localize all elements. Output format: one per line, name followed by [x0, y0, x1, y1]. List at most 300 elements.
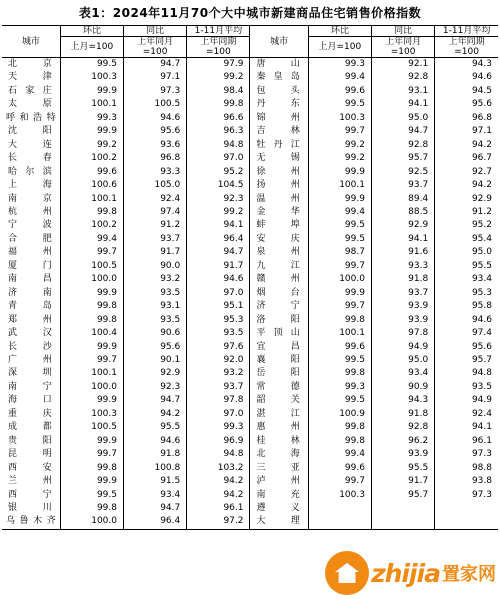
- avg-value-cell: 95.8: [471, 301, 492, 312]
- city-name-cell: 平顶山: [250, 327, 308, 340]
- mom-value-cell: 100.3: [308, 489, 371, 502]
- yoy-value-cell: 95.5: [123, 421, 186, 434]
- avg-value-cell: 91.7: [187, 260, 250, 273]
- avg-value-cell: 94.6: [471, 314, 492, 325]
- yoy-value-cell: 94.6: [123, 112, 186, 125]
- mom-value-cell: 100.6: [60, 179, 123, 192]
- mom-value-cell: 99.5: [308, 98, 371, 111]
- yoy-value-cell: 92.9: [371, 219, 434, 232]
- yoy-value-cell: 95.0: [371, 354, 434, 367]
- mom-value-cell: 99.8: [60, 314, 123, 327]
- mom-value-cell: 100.1: [60, 98, 123, 111]
- mom-subheader: 上月=100: [60, 37, 123, 58]
- city-name-cell: 成 都: [2, 421, 60, 434]
- avg-value-cell: 97.6: [187, 341, 250, 354]
- avg-header: 1-11月平均: [435, 26, 498, 37]
- table-row: [2, 260, 498, 273]
- table-row: [2, 381, 498, 394]
- mom-value-cell: 99.5: [308, 394, 371, 407]
- yoy-value-cell: 93.3: [371, 260, 434, 273]
- avg-value-cell: 96.4: [187, 233, 250, 246]
- table-row: [2, 193, 498, 206]
- avg-value-cell: 94.1: [187, 219, 250, 232]
- city-name-cell: 杭 州: [2, 206, 60, 219]
- table-row: [2, 314, 498, 327]
- mom-value-cell: [308, 515, 371, 529]
- table-row: [2, 58, 498, 72]
- city-name-cell: 深 圳: [2, 367, 60, 380]
- city-name-cell: 扬 州: [250, 179, 308, 192]
- avg-value-cell: 97.8: [187, 394, 250, 407]
- mom-value-cell: 99.5: [308, 233, 371, 246]
- city-name-cell: 唐 山: [250, 58, 308, 72]
- watermark-logo: [325, 551, 496, 595]
- price-index-table: [2, 25, 498, 530]
- yoy-value-cell: 91.7: [123, 246, 186, 259]
- yoy-value-cell: 92.9: [123, 367, 186, 380]
- city-name-cell: 惠 州: [250, 421, 308, 434]
- mom-value-cell: 100.1: [60, 367, 123, 380]
- mom-value-cell: 99.2: [60, 139, 123, 152]
- yoy-value-cell: 92.8: [371, 71, 434, 84]
- watermark-brand: zhijia: [371, 558, 440, 588]
- mom-value-cell: 99.7: [60, 448, 123, 461]
- avg-value-cell: 94.5: [471, 85, 492, 96]
- avg-value-cell: 93.8: [471, 476, 492, 487]
- table-row: [2, 408, 498, 421]
- city-name-cell: 韶 关: [250, 394, 308, 407]
- city-name-cell: 太 原: [2, 98, 60, 111]
- mom-value-cell: 100.2: [60, 219, 123, 232]
- mom-value-cell: 99.9: [308, 166, 371, 179]
- avg-value-cell: 94.2: [187, 475, 250, 488]
- yoy-value-cell: 94.2: [123, 408, 186, 421]
- avg-value-cell: [435, 502, 498, 515]
- mom-value-cell: 99.7: [60, 354, 123, 367]
- mom-value-cell: 99.7: [308, 125, 371, 138]
- avg-value-cell: 97.3: [471, 449, 492, 460]
- yoy-header: 同比: [371, 26, 434, 37]
- table-row: [2, 219, 498, 232]
- mom-value-cell: 99.4: [308, 71, 371, 84]
- yoy-value-cell: 93.9: [371, 300, 434, 313]
- city-name-cell: 吉 林: [250, 125, 308, 138]
- table-title: 表1：2024年11月70个大中城市新建商品住宅销售价格指数: [78, 6, 422, 20]
- avg-value-cell: 97.0: [187, 408, 250, 421]
- mom-value-cell: 99.7: [308, 475, 371, 488]
- avg-value-cell: 94.2: [187, 489, 250, 502]
- yoy-value-cell: 93.7: [371, 287, 434, 300]
- table-row: [2, 394, 498, 407]
- table-row: [2, 515, 498, 529]
- avg-value-cell: 97.0: [187, 287, 250, 300]
- table-row: [2, 475, 498, 488]
- city-name-cell: 兰 州: [2, 475, 60, 488]
- yoy-value-cell: 97.3: [123, 85, 186, 98]
- city-name-cell: 南 充: [250, 489, 308, 502]
- city-name-cell: 北 海: [250, 448, 308, 461]
- mom-value-cell: 99.9: [60, 85, 123, 98]
- city-name-cell: 泸 州: [250, 475, 308, 488]
- avg-value-cell: 94.8: [187, 448, 250, 461]
- yoy-value-cell: 91.6: [371, 246, 434, 259]
- city-name-cell: 九 江: [250, 260, 308, 273]
- avg-value-cell: 94.9: [471, 395, 492, 406]
- mom-value-cell: 100.1: [60, 193, 123, 206]
- table-row: [2, 448, 498, 461]
- avg-value-cell: 97.0: [187, 152, 250, 165]
- mom-value-cell: 99.3: [60, 112, 123, 125]
- mom-value-cell: 99.5: [60, 58, 123, 72]
- city-name-cell: 沈 阳: [2, 125, 60, 138]
- city-name-cell: 西 安: [2, 462, 60, 475]
- city-name-cell: 南 昌: [2, 273, 60, 286]
- yoy-header: 同比: [123, 26, 186, 37]
- table-row: [2, 502, 498, 515]
- mom-value-cell: 99.9: [60, 287, 123, 300]
- city-header: 城市: [2, 26, 60, 58]
- avg-value-cell: 96.6: [187, 112, 250, 125]
- yoy-value-cell: 93.5: [123, 287, 186, 300]
- avg-value-cell: 96.3: [187, 125, 250, 138]
- mom-value-cell: 100.3: [308, 112, 371, 125]
- yoy-value-cell: 97.4: [123, 206, 186, 219]
- mom-header: 环比: [60, 26, 123, 37]
- table-row: [2, 327, 498, 340]
- city-name-cell: 无 锡: [250, 152, 308, 165]
- mom-subheader: 上月=100: [308, 37, 371, 58]
- avg-value-cell: 95.6: [471, 99, 492, 110]
- yoy-value-cell: 91.5: [123, 475, 186, 488]
- avg-value-cell: 95.6: [471, 341, 492, 352]
- city-name-cell: 厦 门: [2, 260, 60, 273]
- mom-value-cell: 100.0: [60, 273, 123, 286]
- yoy-value-cell: 92.3: [123, 381, 186, 394]
- city-name-cell: 呼和浩特: [2, 112, 60, 125]
- avg-value-cell: 93.2: [187, 367, 250, 380]
- city-name-cell: 遵 义: [250, 502, 308, 515]
- city-name-cell: 赣 州: [250, 273, 308, 286]
- mom-value-cell: 100.0: [308, 273, 371, 286]
- avg-value-cell: 95.1: [187, 300, 250, 313]
- mom-value-cell: 99.8: [308, 435, 371, 448]
- city-name-cell: 徐 州: [250, 166, 308, 179]
- yoy-value-cell: 94.1: [371, 233, 434, 246]
- yoy-subheader: 上年同月=100: [123, 37, 186, 58]
- city-name-cell: 锦 州: [250, 112, 308, 125]
- avg-value-cell: 93.4: [471, 274, 492, 285]
- mom-value-cell: 99.8: [308, 367, 371, 380]
- yoy-value-cell: 94.7: [123, 394, 186, 407]
- mom-value-cell: 99.8: [308, 421, 371, 434]
- yoy-value-cell: 94.1: [371, 98, 434, 111]
- avg-value-cell: 94.6: [471, 72, 492, 83]
- city-name-cell: 湛 江: [250, 408, 308, 421]
- avg-value-cell: 99.3: [187, 421, 250, 434]
- yoy-value-cell: 94.9: [371, 341, 434, 354]
- avg-value-cell: 97.4: [471, 328, 492, 339]
- table-row: [2, 300, 498, 313]
- yoy-value-cell: 97.1: [123, 71, 186, 84]
- avg-value-cell: 98.4: [187, 85, 250, 98]
- yoy-value-cell: 100.8: [123, 462, 186, 475]
- yoy-value-cell: 88.5: [371, 206, 434, 219]
- yoy-value-cell: 90.1: [123, 354, 186, 367]
- city-name-cell: 福 州: [2, 246, 60, 259]
- avg-value-cell: 103.2: [187, 462, 250, 475]
- yoy-value-cell: 93.9: [371, 314, 434, 327]
- city-name-cell: 金 华: [250, 206, 308, 219]
- city-name-cell: 哈尔滨: [2, 166, 60, 179]
- city-name-cell: 南 宁: [2, 381, 60, 394]
- yoy-value-cell: 96.8: [123, 152, 186, 165]
- mom-value-cell: 99.9: [308, 193, 371, 206]
- mom-value-cell: 99.6: [60, 166, 123, 179]
- city-name-cell: 泉 州: [250, 246, 308, 259]
- city-name-cell: 海 口: [2, 394, 60, 407]
- yoy-value-cell: 89.4: [371, 193, 434, 206]
- mom-value-cell: 100.1: [308, 327, 371, 340]
- yoy-value-cell: 95.7: [371, 489, 434, 502]
- table-row: [2, 489, 498, 502]
- mom-value-cell: 99.8: [60, 206, 123, 219]
- yoy-value-cell: [371, 515, 434, 529]
- city-name-cell: 岳 阳: [250, 367, 308, 380]
- table-row: [2, 98, 498, 111]
- yoy-value-cell: 92.5: [371, 166, 434, 179]
- mom-value-cell: 99.3: [308, 381, 371, 394]
- yoy-value-cell: 93.3: [123, 166, 186, 179]
- table-row: [2, 246, 498, 259]
- mom-value-cell: [308, 502, 371, 515]
- city-name-cell: 青 岛: [2, 300, 60, 313]
- city-name-cell: 武 汉: [2, 327, 60, 340]
- table-row: [2, 71, 498, 84]
- table-row: [2, 206, 498, 219]
- city-name-cell: 丹 东: [250, 98, 308, 111]
- yoy-value-cell: 91.8: [123, 448, 186, 461]
- avg-value-cell: 96.9: [187, 435, 250, 448]
- mom-value-cell: 99.4: [308, 448, 371, 461]
- avg-value-cell: 92.0: [187, 354, 250, 367]
- table-row: [2, 166, 498, 179]
- city-name-cell: 济 宁: [250, 300, 308, 313]
- mom-value-cell: 99.6: [308, 85, 371, 98]
- avg-header: 1-11月平均: [187, 26, 250, 37]
- avg-value-cell: 96.1: [471, 435, 492, 446]
- yoy-value-cell: 93.4: [123, 489, 186, 502]
- city-name-cell: 常 德: [250, 381, 308, 394]
- yoy-value-cell: 90.0: [123, 260, 186, 273]
- avg-value-cell: 92.7: [471, 166, 492, 177]
- city-name-cell: 牡丹江: [250, 139, 308, 152]
- mom-value-cell: 99.7: [308, 300, 371, 313]
- avg-value-cell: 94.7: [187, 246, 250, 259]
- mom-value-cell: 100.1: [308, 179, 371, 192]
- avg-value-cell: 95.3: [471, 287, 492, 298]
- yoy-value-cell: 94.6: [123, 435, 186, 448]
- city-name-cell: 天 津: [2, 71, 60, 84]
- avg-value-cell: 99.8: [187, 98, 250, 111]
- avg-value-cell: 95.2: [187, 166, 250, 179]
- mom-value-cell: 99.9: [60, 341, 123, 354]
- city-name-cell: 石家庄: [2, 85, 60, 98]
- yoy-value-cell: 94.7: [123, 58, 186, 72]
- yoy-value-cell: 93.7: [123, 233, 186, 246]
- yoy-value-cell: 92.8: [371, 421, 434, 434]
- city-name-cell: 西 宁: [2, 489, 60, 502]
- mom-value-cell: 99.5: [60, 489, 123, 502]
- mom-value-cell: 99.9: [308, 287, 371, 300]
- mom-value-cell: 99.8: [60, 462, 123, 475]
- yoy-value-cell: 92.1: [371, 58, 434, 72]
- yoy-value-cell: 93.6: [123, 139, 186, 152]
- yoy-value-cell: 95.6: [123, 125, 186, 138]
- table-row: [2, 367, 498, 380]
- mom-value-cell: 99.9: [60, 394, 123, 407]
- avg-value-cell: 93.7: [187, 381, 250, 394]
- mom-value-cell: 100.0: [60, 381, 123, 394]
- city-name-cell: 蚌 埠: [250, 219, 308, 232]
- avg-value-cell: [435, 515, 498, 529]
- yoy-subheader: 上年同月=100: [371, 37, 434, 58]
- mom-value-cell: 100.9: [308, 408, 371, 421]
- avg-value-cell: 93.5: [187, 327, 250, 340]
- avg-value-cell: 92.4: [471, 408, 492, 419]
- avg-value-cell: 94.3: [471, 59, 492, 69]
- avg-value-cell: 95.3: [187, 314, 250, 327]
- mom-value-cell: 99.2: [308, 152, 371, 165]
- city-name-cell: 昆 明: [2, 448, 60, 461]
- mom-value-cell: 99.5: [308, 354, 371, 367]
- table-row: [2, 139, 498, 152]
- city-name-cell: 济 南: [2, 287, 60, 300]
- mom-value-cell: 99.7: [60, 246, 123, 259]
- yoy-value-cell: 91.2: [123, 219, 186, 232]
- city-name-cell: 乌鲁木齐: [2, 515, 60, 529]
- yoy-value-cell: 95.6: [123, 341, 186, 354]
- mom-value-cell: 99.6: [308, 462, 371, 475]
- table-row: [2, 462, 498, 475]
- table-row: [2, 341, 498, 354]
- avg-value-cell: 94.8: [187, 139, 250, 152]
- avg-value-cell: 93.5: [471, 381, 492, 392]
- yoy-value-cell: 91.8: [371, 408, 434, 421]
- mom-value-cell: 99.6: [308, 341, 371, 354]
- mom-value-cell: 100.3: [60, 408, 123, 421]
- city-name-cell: 宜 昌: [250, 341, 308, 354]
- city-name-cell: 大 理: [250, 515, 308, 529]
- yoy-value-cell: 93.5: [123, 314, 186, 327]
- mom-value-cell: 100.2: [60, 152, 123, 165]
- mom-value-cell: 100.3: [60, 71, 123, 84]
- yoy-value-cell: 93.7: [371, 179, 434, 192]
- city-name-cell: 贵 阳: [2, 435, 60, 448]
- avg-value-cell: 95.4: [471, 233, 492, 244]
- city-name-cell: 桂 林: [250, 435, 308, 448]
- mom-value-cell: 99.9: [60, 435, 123, 448]
- mom-value-cell: 99.5: [308, 219, 371, 232]
- yoy-value-cell: 95.0: [371, 112, 434, 125]
- avg-value-cell: 99.2: [187, 71, 250, 84]
- avg-value-cell: 97.9: [187, 58, 250, 72]
- avg-value-cell: 94.2: [471, 139, 492, 150]
- yoy-value-cell: 94.7: [371, 125, 434, 138]
- city-name-cell: 大 连: [2, 139, 60, 152]
- city-name-cell: 南 京: [2, 193, 60, 206]
- avg-value-cell: 104.5: [187, 179, 250, 192]
- yoy-value-cell: 100.5: [123, 98, 186, 111]
- mom-value-cell: 99.7: [308, 260, 371, 273]
- avg-value-cell: 92.3: [187, 193, 250, 206]
- city-name-cell: 广 州: [2, 354, 60, 367]
- avg-value-cell: 97.3: [471, 489, 492, 500]
- watermark-cn: 置家网: [442, 564, 496, 585]
- yoy-value-cell: 93.2: [123, 273, 186, 286]
- yoy-value-cell: 105.0: [123, 179, 186, 192]
- table-row: [2, 421, 498, 434]
- avg-value-cell: 91.2: [471, 206, 492, 217]
- yoy-value-cell: 91.7: [371, 475, 434, 488]
- mom-value-cell: 99.9: [60, 475, 123, 488]
- city-name-cell: 重 庆: [2, 408, 60, 421]
- table-row: [2, 179, 498, 192]
- mom-value-cell: 99.8: [60, 300, 123, 313]
- yoy-value-cell: 90.9: [371, 381, 434, 394]
- city-name-cell: 烟 台: [250, 287, 308, 300]
- table-row: [2, 152, 498, 165]
- mom-value-cell: 99.8: [308, 314, 371, 327]
- avg-value-cell: 92.9: [471, 193, 492, 204]
- yoy-value-cell: 93.1: [123, 300, 186, 313]
- table-row: [2, 233, 498, 246]
- yoy-value-cell: 90.6: [123, 327, 186, 340]
- yoy-value-cell: 93.9: [371, 448, 434, 461]
- city-name-cell: 上 海: [2, 179, 60, 192]
- mom-value-cell: 99.4: [308, 206, 371, 219]
- avg-subheader: 上年同期=100: [435, 37, 498, 58]
- city-name-cell: 郑 州: [2, 314, 60, 327]
- table-row: [2, 354, 498, 367]
- yoy-value-cell: 96.4: [123, 515, 186, 529]
- avg-value-cell: 96.1: [187, 502, 250, 515]
- avg-value-cell: 95.2: [471, 220, 492, 231]
- city-name-cell: 合 肥: [2, 233, 60, 246]
- city-name-cell: 秦皇岛: [250, 71, 308, 84]
- avg-value-cell: 98.8: [471, 462, 492, 473]
- yoy-value-cell: 94.7: [123, 502, 186, 515]
- yoy-value-cell: 95.7: [371, 152, 434, 165]
- yoy-value-cell: 91.8: [371, 273, 434, 286]
- city-header: 城市: [250, 26, 308, 58]
- avg-value-cell: 94.6: [187, 273, 250, 286]
- city-name-cell: 三 亚: [250, 462, 308, 475]
- city-name-cell: 长 沙: [2, 341, 60, 354]
- mom-value-cell: 99.3: [308, 58, 371, 72]
- mom-value-cell: 100.0: [60, 515, 123, 529]
- yoy-value-cell: 95.5: [371, 462, 434, 475]
- avg-value-cell: 97.1: [471, 126, 492, 137]
- avg-value-cell: 97.2: [187, 515, 250, 529]
- yoy-value-cell: 96.2: [371, 435, 434, 448]
- mom-value-cell: 100.5: [60, 260, 123, 273]
- yoy-value-cell: 93.1: [371, 85, 434, 98]
- yoy-value-cell: 92.4: [123, 193, 186, 206]
- mom-value-cell: 99.9: [60, 125, 123, 138]
- city-name-cell: 温 州: [250, 193, 308, 206]
- city-name-cell: 包 头: [250, 85, 308, 98]
- mom-value-cell: 99.4: [60, 233, 123, 246]
